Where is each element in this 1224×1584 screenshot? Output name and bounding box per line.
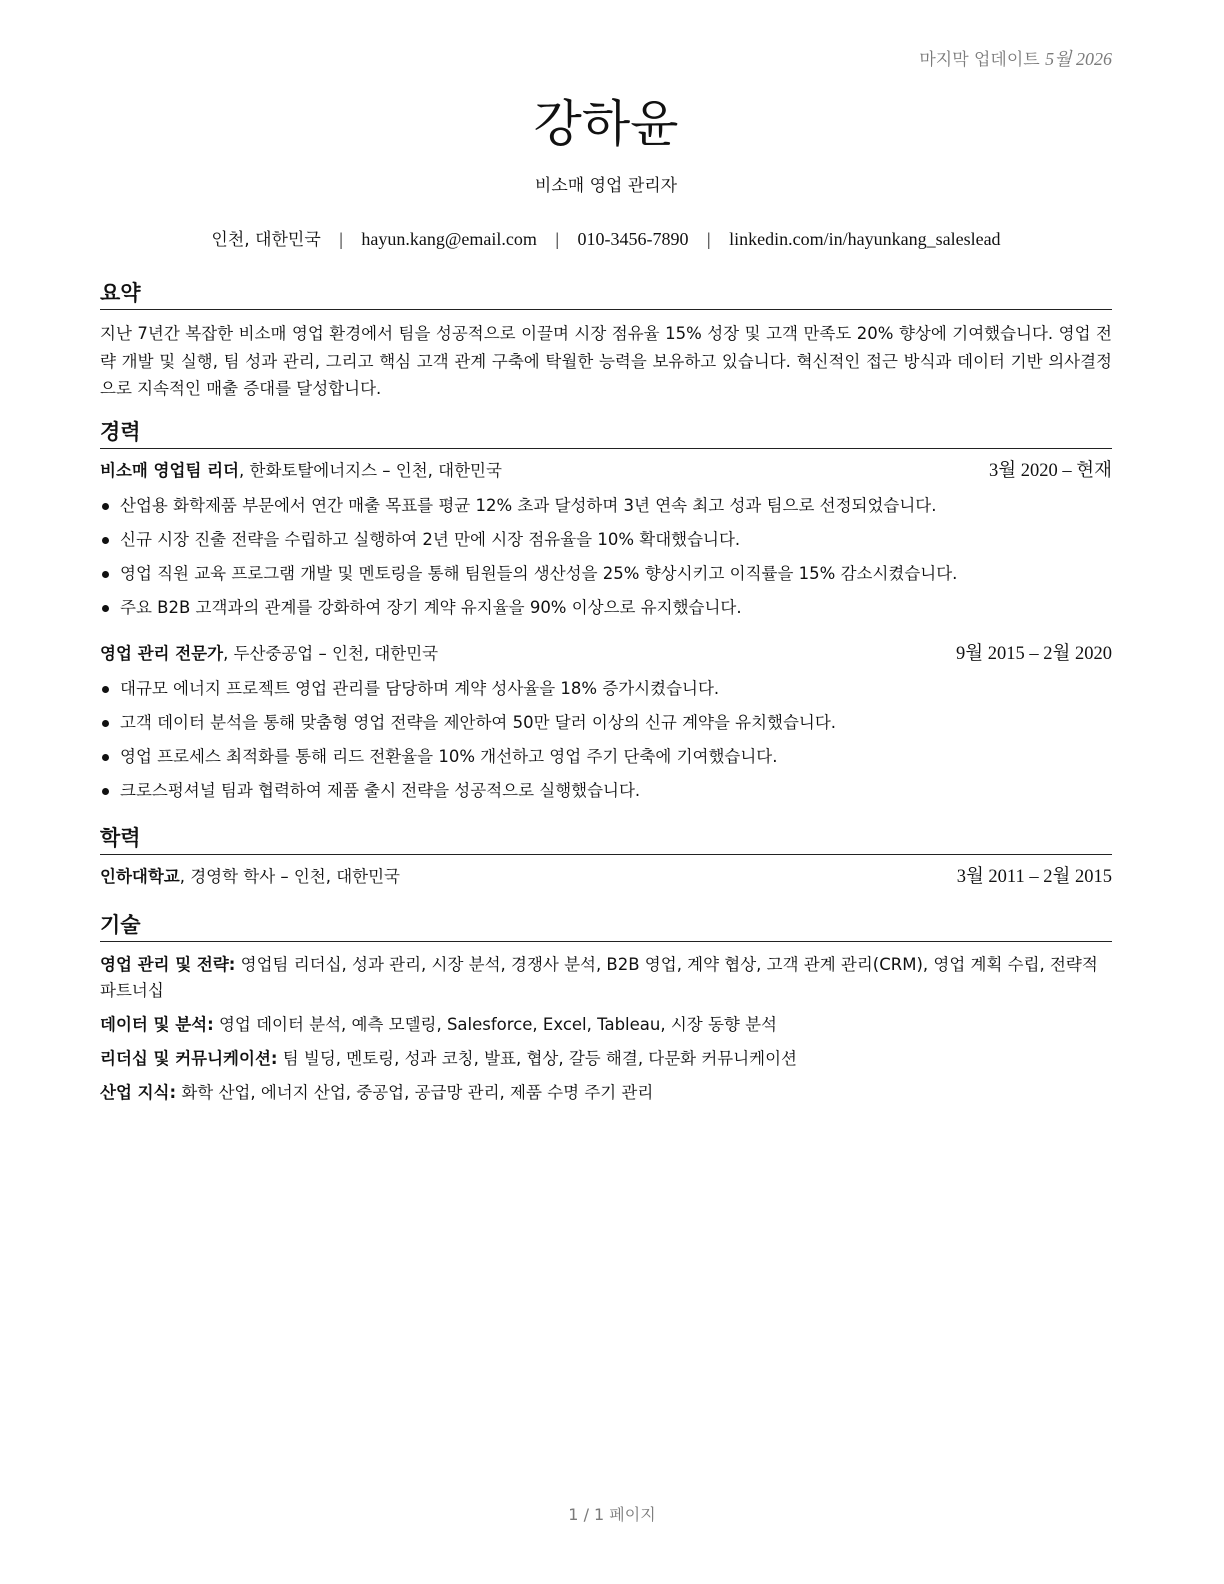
summary-text: 지난 7년간 복잡한 비소매 영업 환경에서 팀을 성공적으로 이끌며 시장 점유율 15% 성장 및 고객 만족도 20% 향상에 기여했습니다. 영업 전략 개발 및 실행, 팀 성과 관리, 그리고 핵심 고객 관계 구축에 탁월한 능력을 보유하고 있습니다. 혁신적인 접근 방식과 데이터 기반 의사결정으로 지속적인 매출 증대를 달성합니다. (100, 324, 1112, 398)
contact-phone: 010-3456-7890 (577, 229, 689, 249)
job-title-line (100, 642, 438, 666)
education-school: 인하대학교 (100, 867, 180, 886)
skill-text: 영업팀 리더십, 성과 관리, 시장 분석, 경쟁사 분석, B2B 영업, 계약 협상, 고객 관계 관리(CRM), 영업 계획 수립, 전략적 파트너십 (100, 955, 1098, 1000)
skill-text: 팀 빌딩, 멘토링, 성과 코칭, 발표, 협상, 갈등 해결, 다문화 커뮤니케이션 (277, 1049, 798, 1068)
job-position: 비소매 영업팀 리더 (100, 461, 240, 480)
job-company: , 한화토탈에너지스 – 인천, 대한민국 (239, 461, 502, 480)
education-title: 학력 (100, 822, 1112, 855)
job-header (100, 642, 1112, 666)
education-date: 3월 2011 – 2월 2015 (956, 867, 1112, 887)
job-date: 9월 2015 – 2월 2020 (956, 644, 1112, 664)
skill-text: 화학 산업, 에너지 산업, 중공업, 공급망 관리, 제품 수명 주기 관리 (176, 1083, 654, 1102)
education-section (100, 822, 1112, 889)
candidate-name: 강하윤 (533, 95, 679, 153)
job-bullet: 고객 데이터 분석을 통해 맞춤형 영업 전략을 제안하여 50만 달러 이상의 신규 계약을 유치했습니다. (100, 706, 1112, 740)
page-number: 1 / 1 페이지 (568, 1505, 656, 1524)
job-date: 3월 2020 – 현재 (989, 461, 1112, 481)
job-bullets (100, 672, 1112, 808)
candidate-role: 비소매 영업 관리자 (534, 176, 678, 196)
education-entry (100, 865, 1112, 889)
contact-location: 인천, 대한민국 (211, 230, 321, 250)
skill-line (100, 1080, 1112, 1106)
experience-section (100, 416, 1112, 808)
skills-section (100, 909, 1112, 1114)
job-bullet: 영업 직원 교육 프로그램 개발 및 멘토링을 통해 팀원들의 생산성을 25% 향상시키고 이직률을 15% 감소시켰습니다. (100, 557, 1112, 591)
contact-email[interactable]: hayun.kang@email.com (361, 229, 537, 249)
contact-separator: | (339, 229, 343, 249)
job-bullet: 대규모 에너지 프로젝트 영업 관리를 담당하며 계약 성사율을 18% 증가시켰습니다. (100, 672, 1112, 706)
job-bullets (100, 489, 1112, 625)
summary-title: 요약 (100, 277, 1112, 310)
job-title-line (100, 459, 502, 483)
job-company: , 두산중공업 – 인천, 대한민국 (223, 644, 439, 663)
education-detail: , 경영학 학사 – 인천, 대한민국 (179, 867, 400, 886)
skill-label: 영업 관리 및 전략: (100, 955, 236, 974)
skill-text: 영업 데이터 분석, 예측 모델링, Salesforce, Excel, Tableau, 시장 동향 분석 (213, 1015, 777, 1034)
skills-title: 기술 (100, 909, 1112, 942)
last-updated-date: 5월 2026 (1045, 49, 1112, 69)
contact-line (100, 225, 1112, 250)
job-entry (100, 642, 1112, 808)
skill-label: 산업 지식: (100, 1083, 177, 1102)
contact-separator: | (707, 229, 711, 249)
experience-title: 경력 (100, 416, 1112, 449)
job-header (100, 459, 1112, 483)
job-bullet: 신규 시장 진출 전략을 수립하고 실행하여 2년 만에 시장 점유율을 10% 확대했습니다. (100, 523, 1112, 557)
skill-label: 리더십 및 커뮤니케이션: (100, 1049, 278, 1068)
job-bullet: 산업용 화학제품 부문에서 연간 매출 목표를 평균 12% 초과 달성하며 3년 연속 최고 성과 팀으로 선정되었습니다. (100, 489, 1112, 523)
job-position: 영업 관리 전문가 (100, 644, 224, 663)
last-updated (919, 45, 1112, 71)
job-bullet: 크로스펑셔널 팀과 협력하여 제품 출시 전략을 성공적으로 실행했습니다. (100, 774, 1112, 808)
education-title-line (100, 865, 400, 889)
skill-line (100, 952, 1112, 1004)
contact-linkedin[interactable]: linkedin.com/in/hayunkang_saleslead (729, 229, 1001, 249)
job-bullet: 주요 B2B 고객과의 관계를 강화하여 장기 계약 유지율을 90% 이상으로 유지했습니다. (100, 591, 1112, 625)
job-entry (100, 459, 1112, 625)
skill-label: 데이터 및 분석: (100, 1015, 214, 1034)
summary-section (100, 277, 1112, 403)
contact-separator: | (555, 229, 560, 249)
last-updated-label: 마지막 업데이트 (919, 50, 1040, 70)
job-bullet: 영업 프로세스 최적화를 통해 리드 전환율을 10% 개선하고 영업 주기 단축에 기여했습니다. (100, 740, 1112, 774)
skill-line (100, 1046, 1112, 1072)
skill-line (100, 1012, 1112, 1038)
